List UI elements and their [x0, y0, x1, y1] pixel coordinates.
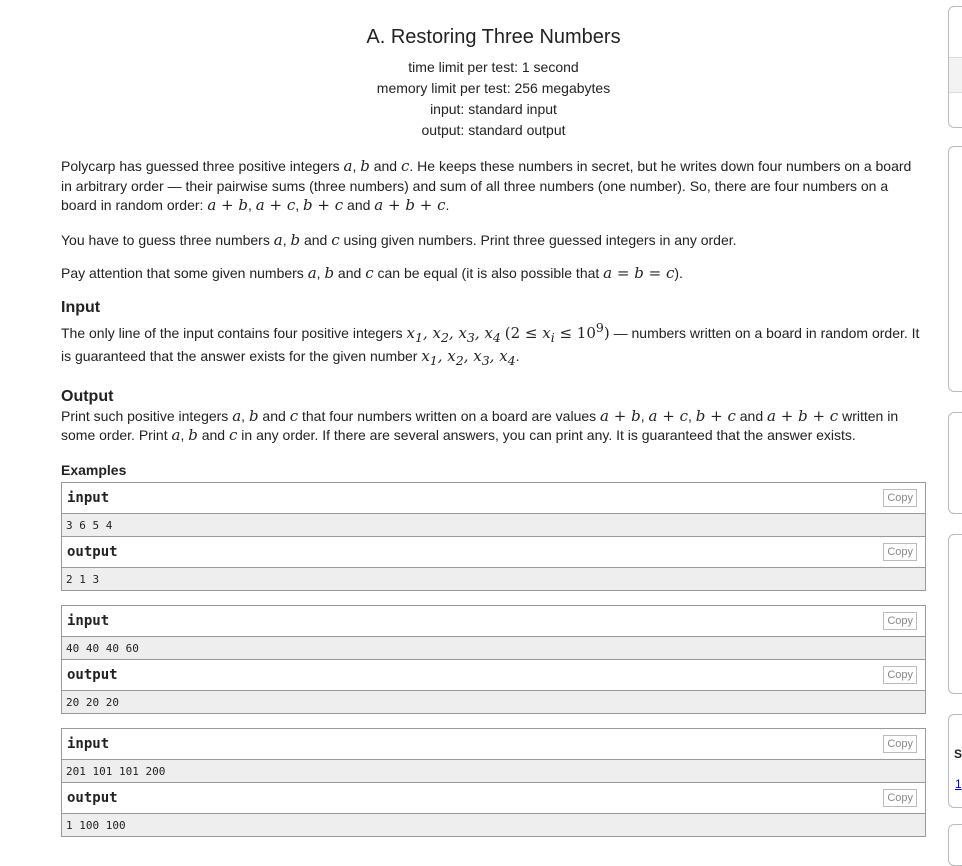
- sidebar-box-clone: [948, 534, 962, 694]
- memory-limit: memory limit per test: 256 megabytes: [376, 80, 611, 96]
- example-output-header: [62, 782, 925, 814]
- example-input-header: [62, 483, 925, 514]
- legend-paragraph-3: Pay attention that some given numbers a, b and c can be equal (it is also possible that a = b = c).: [61, 264, 683, 282]
- sidebar-box-row: [949, 58, 962, 93]
- legend-paragraph-2: You have to guess three numbers a, b and c using given numbers. Print three guessed integers in any order.: [61, 230, 737, 249]
- example-input: 40 40 40 60: [62, 637, 925, 659]
- output-specification: [61, 387, 926, 446]
- example-3: [61, 728, 926, 837]
- legend: [61, 157, 926, 284]
- sidebar-box-info: [948, 146, 962, 392]
- sidebar-box-more: [948, 824, 962, 866]
- output-section-text: Print such positive integers a, b and c that four numbers written on a board are values a + b, a + c, b + c and a + b + c written in some order. Print a, b and c in any order. If there are several answers, you can print any. It is guaranteed that the answer exists.: [61, 406, 899, 444]
- copy-button[interactable]: Copy: [883, 612, 917, 630]
- input-label: input: [67, 612, 110, 629]
- sidebar-box-virtual: [948, 412, 962, 514]
- problem-header: [61, 26, 926, 141]
- example-output: 1 100 100: [62, 814, 925, 836]
- sidebar-box-header: [949, 7, 962, 58]
- output-file: output: standard output: [421, 122, 566, 138]
- example-input-header: [62, 729, 925, 760]
- examples-section: [61, 462, 926, 837]
- example-output: 2 1 3: [62, 568, 925, 590]
- legend-paragraph-1: Polycarp has guessed three positive integers a, b and c. He keeps these numbers in secret, but he writes down four numbers on a board in arbitrary order — their pairwise sums (three numbers) and sum of all three numbers (one number). So, there are four numbers on a board in random order: a + b, a + c, b + c and a + b + c.: [61, 157, 912, 214]
- copy-button[interactable]: Copy: [883, 735, 917, 753]
- input-section-text: The only line of the input contains four positive integers $x_1$, $x_2$, $x_3$, $x_4$ $(2 \le x_i \le 10^9)$ — numbers written on a board in random order. It is guaranteed that the answer exists for the given number $x_1$, $x_2$, $x_3$, $x_4$.: [61, 319, 920, 368]
- output-label: output: [67, 789, 118, 806]
- output-label: output: [67, 666, 118, 683]
- copy-button[interactable]: Copy: [883, 789, 917, 807]
- input-specification: [61, 298, 926, 371]
- sidebar-box-submit: [948, 714, 962, 808]
- example-1: [61, 482, 926, 591]
- example-input-header: [62, 606, 925, 637]
- example-input: 201 101 101 200: [62, 760, 925, 782]
- example-input: 3 6 5 4: [62, 514, 925, 536]
- example-output: 20 20 20: [62, 691, 925, 713]
- sidebar-box-contest: [948, 6, 962, 128]
- output-section-title: Output: [61, 387, 114, 405]
- sidebar-link[interactable]: 1: [955, 777, 962, 791]
- example-output-header: [62, 536, 925, 568]
- time-limit: time limit per test: 1 second: [408, 59, 579, 75]
- input-file: input: standard input: [430, 101, 557, 117]
- example-output-header: [62, 659, 925, 691]
- copy-button[interactable]: Copy: [883, 543, 917, 561]
- output-label: output: [67, 543, 118, 560]
- input-label: input: [67, 735, 110, 752]
- input-label: input: [67, 489, 110, 506]
- example-2: [61, 605, 926, 714]
- examples-title: Examples: [61, 461, 127, 478]
- problem-statement: [61, 0, 926, 851]
- input-section-title: Input: [61, 298, 101, 316]
- copy-button[interactable]: Copy: [883, 666, 917, 684]
- problem-title: A. Restoring Three Numbers: [366, 26, 621, 48]
- copy-button[interactable]: Copy: [883, 489, 917, 507]
- sidebar-box-label: S: [954, 747, 962, 761]
